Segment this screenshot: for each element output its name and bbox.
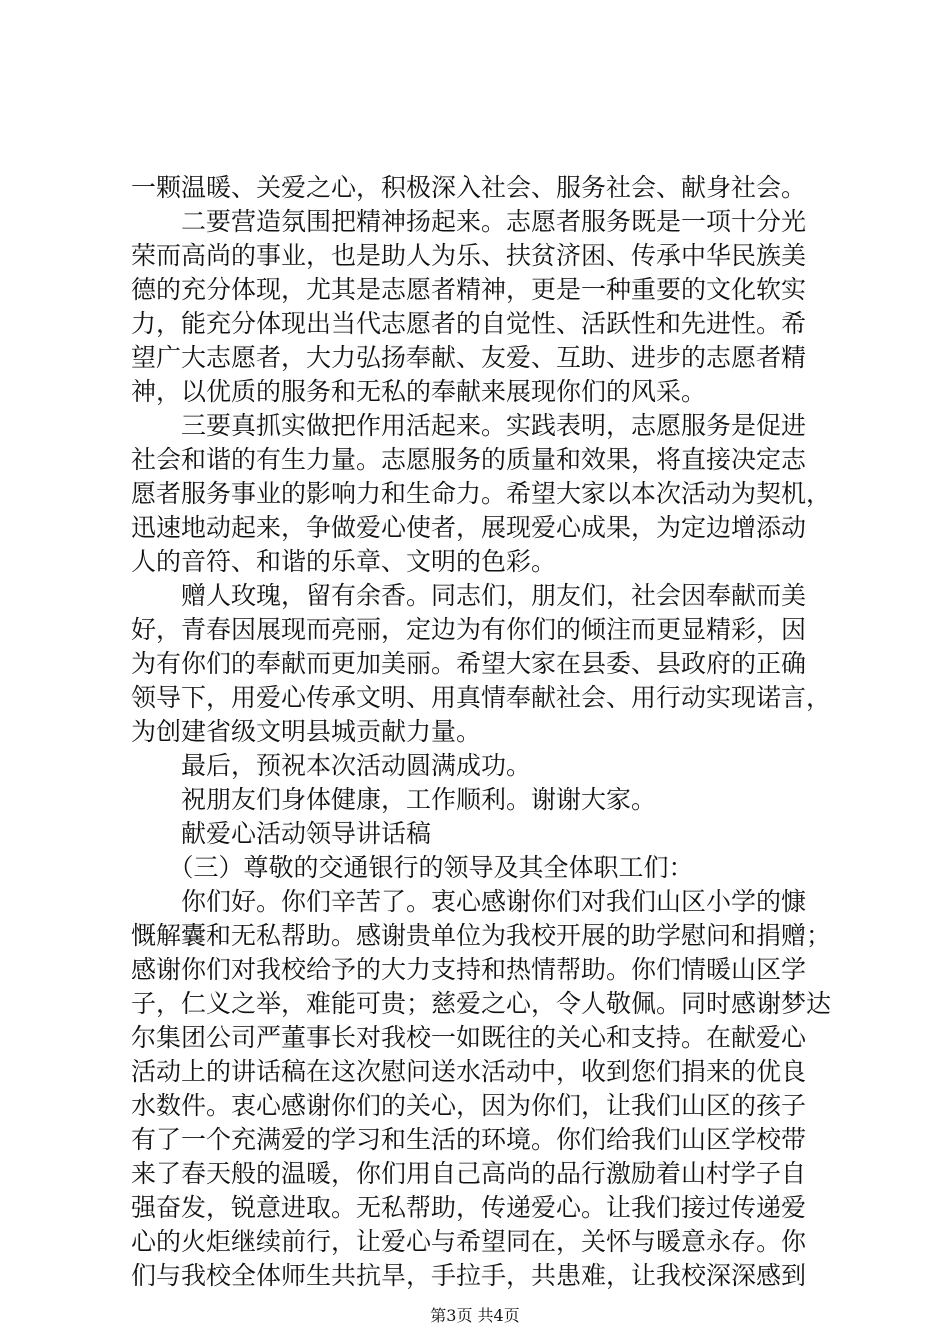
text-line: 活动上的讲话稿在这次慰问送水活动中，收到您们捐来的优良	[131, 1057, 807, 1086]
text-line: 一颗温暖、关爱之心，积极深入社会、服务社会、献身社会。	[131, 173, 807, 202]
text-line: 为有你们的奉献而更加美丽。希望大家在县委、县政府的正确	[131, 649, 807, 678]
text-line: 感谢你们对我校给予的大力支持和热情帮助。你们情暖山区学	[131, 955, 807, 984]
text-line: 德的充分体现，尤其是志愿者精神，更是一种重要的文化软实	[131, 275, 807, 304]
text-line: 水数件。衷心感谢你们的关心，因为你们，让我们山区的孩子	[131, 1091, 807, 1120]
text-line: 赠人玫瑰，留有余香。同志们，朋友们，社会因奉献而美	[131, 581, 807, 610]
text-line: 来了春天般的温暖，你们用自己高尚的品行激励着山村学子自	[131, 1159, 807, 1188]
text-line: 好，青春因展现而亮丽，定边为有你们的倾注而更显精彩，因	[131, 615, 807, 644]
text-line: 有了一个充满爱的学习和生活的环境。你们给我们山区学校带	[131, 1125, 807, 1154]
text-line: 力，能充分体现出当代志愿者的自觉性、活跃性和先进性。希	[131, 309, 807, 338]
text-line: 荣而高尚的事业，也是助人为乐、扶贫济困、传承中华民族美	[131, 241, 807, 270]
text-line: 强奋发，锐意进取。无私帮助，传递爱心。让我们接过传递爱	[131, 1193, 807, 1222]
text-line: 愿者服务事业的影响力和生命力。希望大家以本次活动为契机，	[131, 479, 831, 508]
section-heading: 献爱心活动领导讲话稿	[131, 819, 432, 848]
text-line: 人的音符、和谐的乐章、文明的色彩。	[131, 547, 557, 576]
text-line: 社会和谐的有生力量。志愿服务的质量和效果，将直接决定志	[131, 445, 807, 474]
text-line: 祝朋友们身体健康，工作顺利。谢谢大家。	[131, 785, 657, 814]
text-line: 子，仁义之举，难能可贵；慈爱之心，令人敬佩。同时感谢梦达	[131, 989, 831, 1018]
text-line: 二要营造氛围把精神扬起来。志愿者服务既是一项十分光	[131, 207, 807, 236]
text-line: 慨解囊和无私帮助。感谢贵单位为我校开展的助学慰问和捐赠；	[131, 921, 831, 950]
text-line: 心的火炬继续前行，让爱心与希望同在，关怀与暖意永存。你	[131, 1227, 807, 1256]
text-line: 望广大志愿者，大力弘扬奉献、友爱、互助、进步的志愿者精	[131, 343, 807, 372]
text-line: 最后，预祝本次活动圆满成功。	[131, 751, 532, 780]
page-footer: 第3页 共4页	[430, 1306, 520, 1325]
text-line: 领导下，用爱心传承文明、用真情奉献社会、用行动实现诺言，	[131, 683, 831, 712]
text-line: 尔集团公司严董事长对我校一如既往的关心和支持。在献爱心	[131, 1023, 807, 1052]
text-line: 神，以优质的服务和无私的奉献来展现你们的风采。	[131, 377, 707, 406]
text-line: 们与我校全体师生共抗旱，手拉手，共患难，让我校深深感到	[131, 1261, 807, 1290]
text-line: 三要真抓实做把作用活起来。实践表明，志愿服务是促进	[131, 411, 807, 440]
text-line: 迅速地动起来，争做爱心使者，展现爱心成果，为定边增添动	[131, 513, 807, 542]
salutation: （三）尊敬的交通银行的领导及其全体职工们：	[131, 853, 694, 882]
text-line: 为创建省级文明县城贡献力量。	[131, 717, 482, 746]
text-line: 你们好。你们辛苦了。衷心感谢你们对我们山区小学的慷	[131, 887, 807, 916]
